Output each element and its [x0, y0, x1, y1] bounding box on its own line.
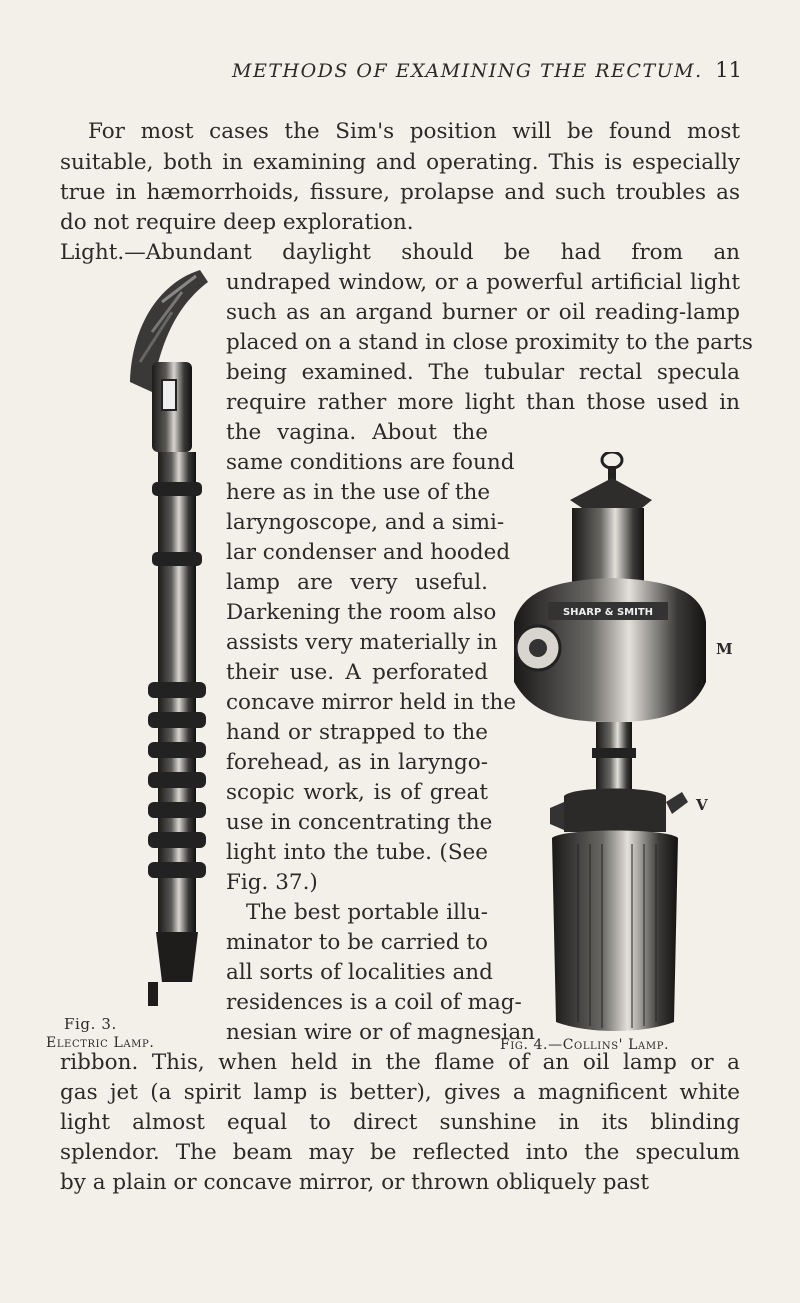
- collins-lamp-figure: [492, 452, 714, 1037]
- text-line: the vagina. About the: [226, 420, 488, 445]
- text-line: laryngoscope, and a simi-: [226, 510, 505, 535]
- text-line: here as in the use of the: [226, 480, 491, 505]
- text-line: undraped window, or a powerful artificial light: [226, 270, 740, 295]
- text-line: being examined. The tubular rectal specula: [226, 360, 740, 385]
- text-line: true in hæmorrhoids, fissure, prolapse and such troubles as: [60, 180, 740, 205]
- text-line: assists very materially in: [226, 630, 498, 655]
- electric-lamp-figure: [122, 262, 218, 1012]
- text-line: scopic work, is of great: [226, 780, 488, 805]
- text-line: forehead, as in laryngo-: [226, 750, 488, 775]
- text-line: nesian wire or of magnesian: [226, 1020, 535, 1045]
- text-line: suitable, both in examining and operating. This is especially: [60, 150, 740, 175]
- text-line: use in concentrating the: [226, 810, 493, 835]
- text-line: For most cases the Sim's position will be found most: [88, 119, 740, 144]
- text-line: Darkening the room also: [226, 600, 497, 625]
- text-line: light almost equal to direct sunshine in its blinding: [60, 1110, 740, 1135]
- text-line: concave mirror held in the: [226, 690, 517, 715]
- running-header: [0, 60, 800, 90]
- fig4-label-m: M: [716, 640, 733, 658]
- fig3-caption: Electric Lamp.: [46, 1035, 155, 1051]
- lamp-brand-text: SHARP & SMITH: [562, 607, 654, 618]
- text-line: light into the tube. (See: [226, 840, 488, 865]
- text-line: ribbon. This, when held in the flame of an oil lamp or a: [60, 1050, 740, 1075]
- text-line: all sorts of localities and: [226, 960, 493, 985]
- text-line: placed on a stand in close proximity to the parts: [226, 330, 753, 355]
- text-line: Light.—Abundant daylight should be had from an: [60, 240, 740, 265]
- text-line: such as an argand burner or oil reading-lamp: [226, 300, 740, 325]
- fig4-label-v: V: [696, 796, 708, 814]
- text-line: minator to be carried to: [226, 930, 488, 955]
- running-title: METHODS OF EXAMINING THE RECTUM.: [232, 60, 703, 82]
- text-line: splendor. The beam may be reflected into the speculum: [60, 1140, 740, 1165]
- text-line: lar condenser and hooded: [226, 540, 511, 565]
- text-line: their use. A perforated: [226, 660, 488, 685]
- text-line: hand or strapped to the: [226, 720, 488, 745]
- text-line: residences is a coil of mag-: [226, 990, 522, 1015]
- text-line: Fig. 37.): [226, 870, 318, 895]
- text-line: same conditions are found: [226, 450, 515, 475]
- page-number: 11: [715, 58, 742, 82]
- text-line: The best portable illu-: [246, 900, 488, 925]
- text-line: require rather more light than those used in: [226, 390, 740, 415]
- text-line: gas jet (a spirit lamp is better), gives a magnificent white: [60, 1080, 740, 1105]
- fig4-caption: Fig. 4.—Collins' Lamp.: [500, 1037, 670, 1053]
- text-line: lamp are very useful.: [226, 570, 488, 595]
- text-line: do not require deep exploration.: [60, 210, 414, 235]
- text-line: by a plain or concave mirror, or thrown obliquely past: [60, 1170, 649, 1195]
- fig3-number: Fig. 3.: [64, 1015, 117, 1033]
